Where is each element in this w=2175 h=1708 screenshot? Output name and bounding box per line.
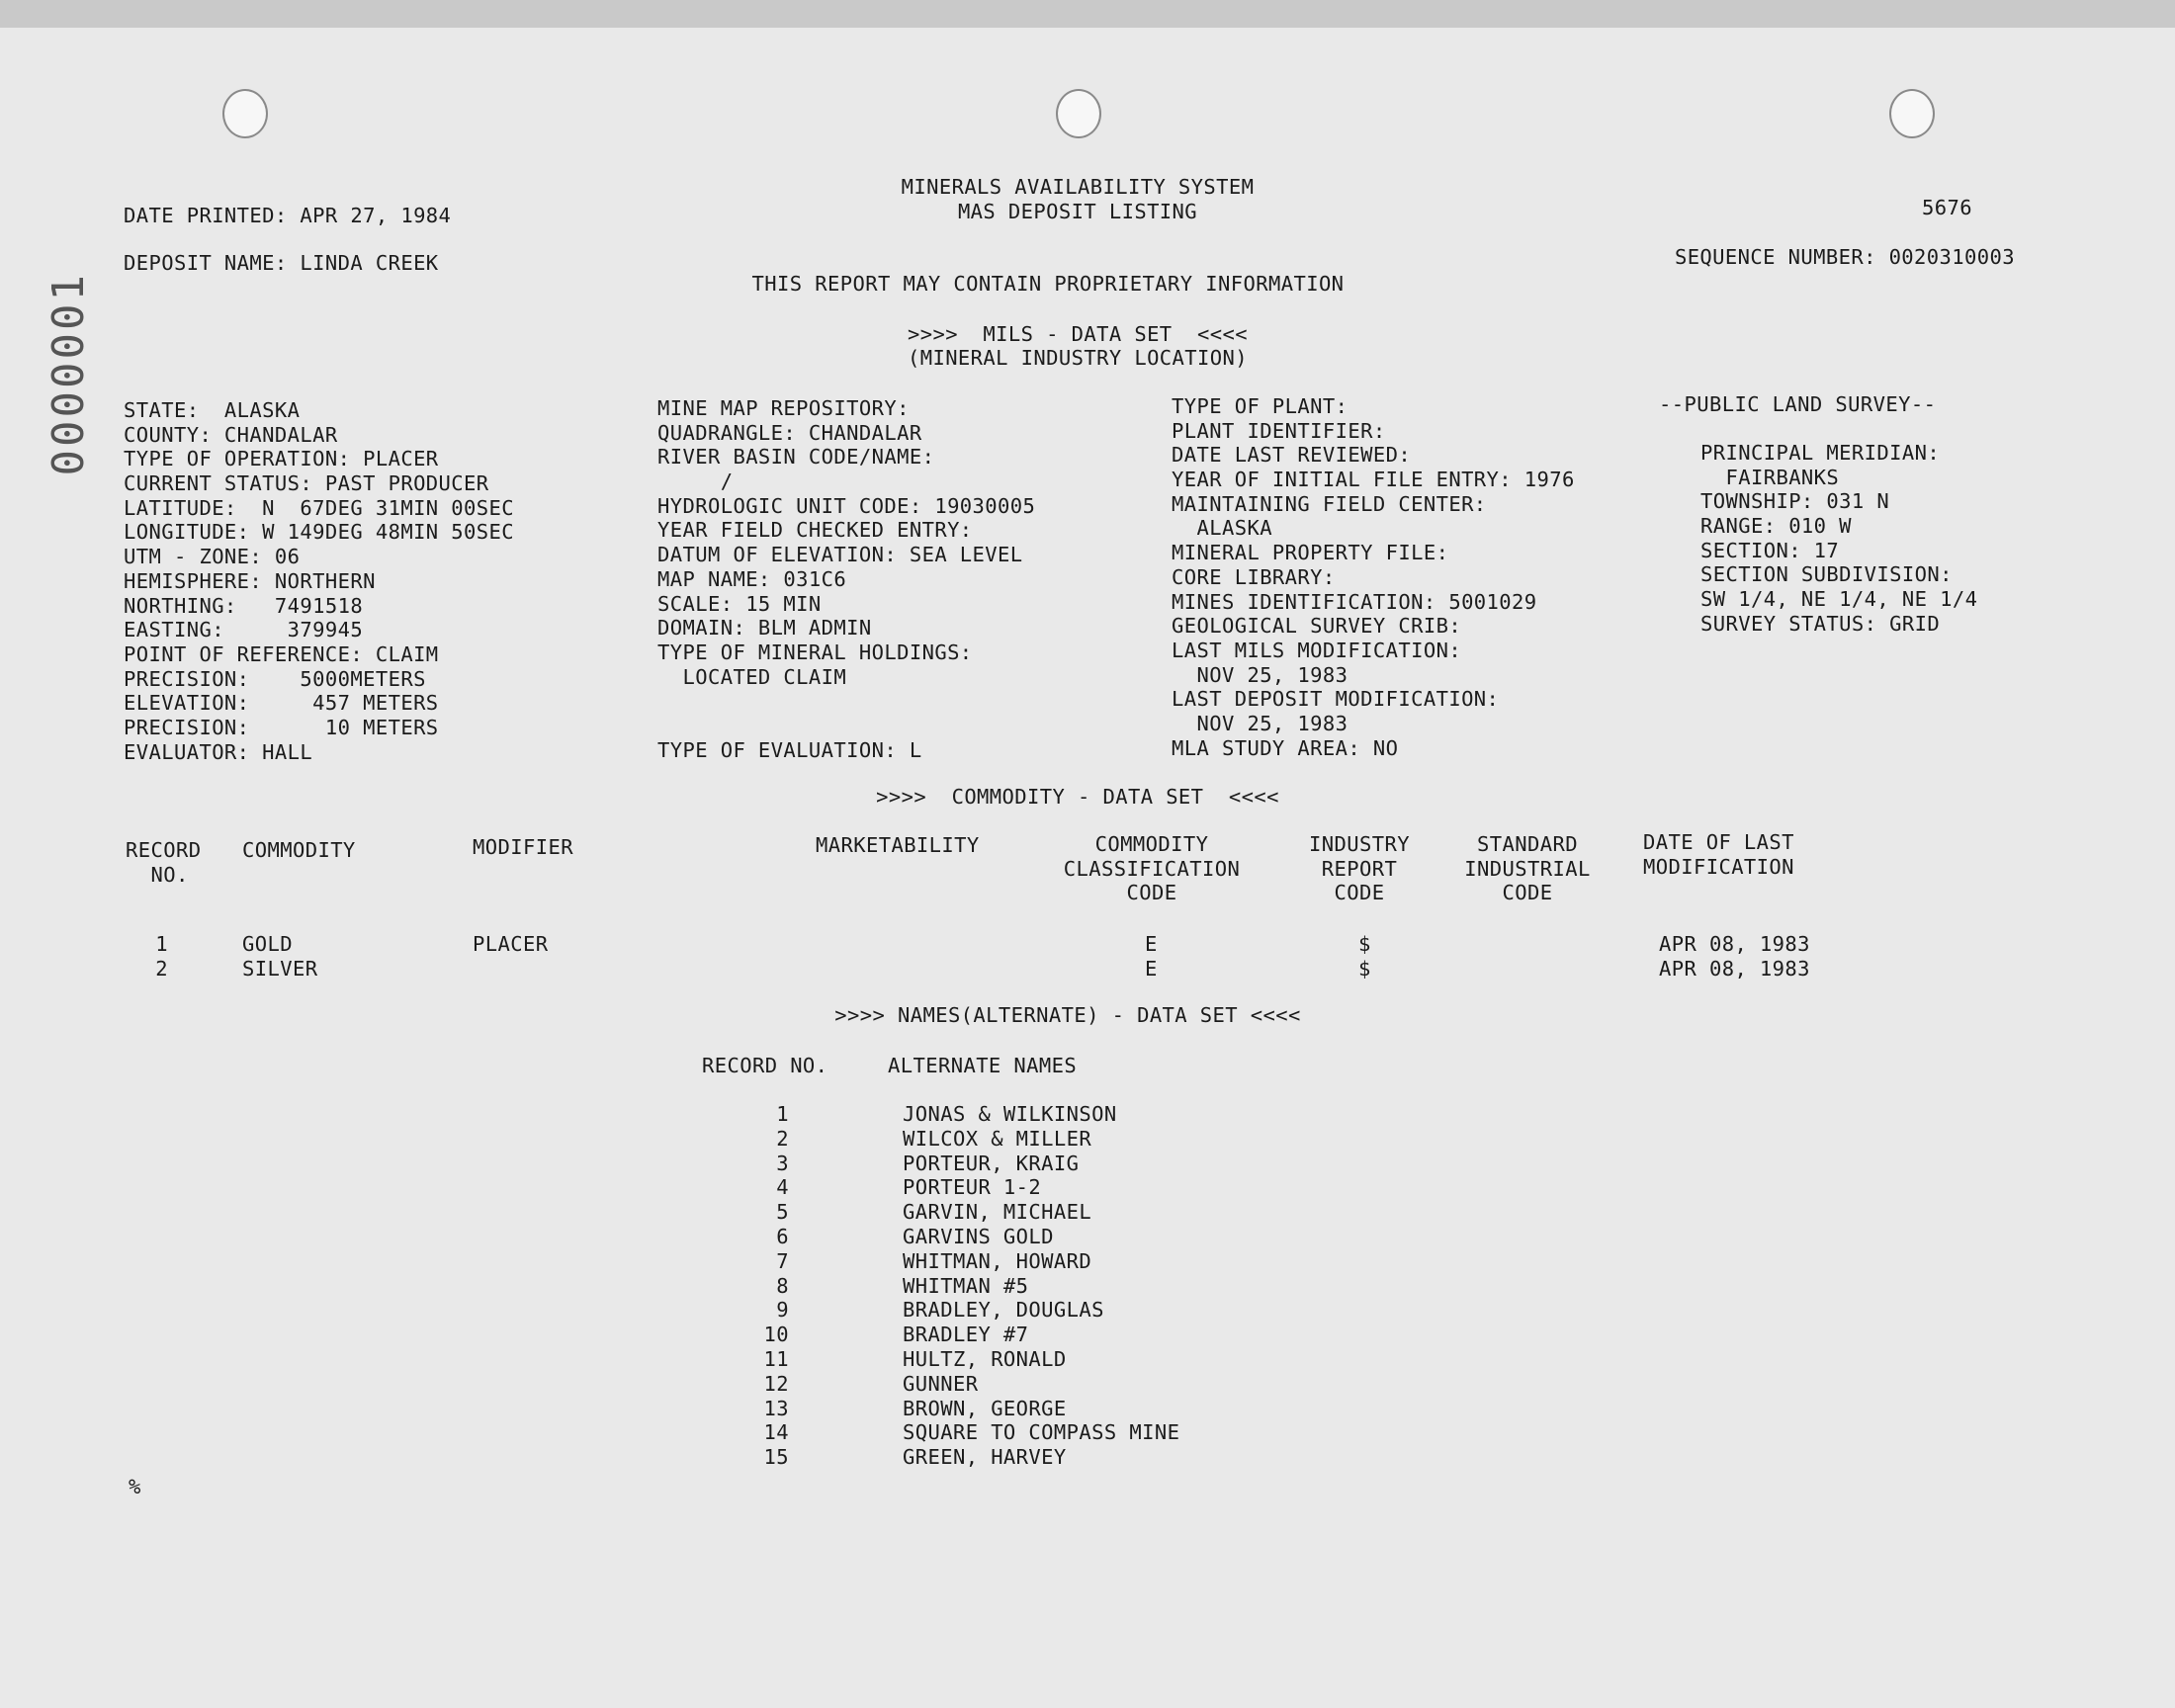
mils-field: COUNTY: CHANDALAR	[124, 422, 338, 447]
list-item	[0, 1102, 2175, 1127]
col-header-marketability: MARKETABILITY	[816, 833, 980, 857]
list-item	[0, 1249, 2175, 1274]
mils-subheading: (MINERAL INDUSTRY LOCATION)	[907, 346, 1249, 370]
list-item	[0, 1298, 2175, 1323]
alternate-record-no: 10	[763, 1323, 789, 1347]
list-item	[0, 1200, 2175, 1225]
alternate-record-no: 11	[763, 1346, 789, 1371]
record-no: 2	[155, 957, 168, 981]
mils-field: EASTING: 379945	[124, 618, 364, 642]
col-header-commodity: COMMODITY	[242, 838, 356, 862]
industry-report-code: $	[1358, 932, 1371, 956]
public-land-survey-title: --PUBLIC LAND SURVEY--	[1659, 392, 1937, 416]
mils-field: NOV 25, 1983	[1172, 711, 1348, 735]
list-item	[0, 1127, 2175, 1152]
industry-report-code: $	[1358, 957, 1371, 981]
list-item	[0, 1152, 2175, 1176]
alternate-name: PORTEUR 1-2	[903, 1175, 1042, 1200]
commodity-name: GOLD	[242, 932, 293, 956]
page-stamp: 0000001	[44, 272, 94, 476]
col-header-date: DATE OF LAST MODIFICATION	[1643, 830, 1794, 879]
mils-field: EVALUATOR: HALL	[124, 739, 313, 764]
system-title: MINERALS AVAILABILITY SYSTEM	[901, 175, 1255, 199]
mils-field: MAINTAINING FIELD CENTER:	[1172, 491, 1487, 516]
commodity-heading: >>>> COMMODITY - DATA SET <<<<	[876, 785, 1279, 809]
list-item	[0, 1372, 2175, 1397]
alternate-name: SQUARE TO COMPASS MINE	[903, 1420, 1180, 1445]
mils-column-map	[657, 396, 1035, 762]
alternate-record-no: 14	[763, 1420, 789, 1445]
page-number: 5676	[1922, 196, 1972, 219]
alternate-name: WILCOX & MILLER	[903, 1126, 1092, 1151]
names-col-record: RECORD NO.	[702, 1054, 828, 1077]
alternate-record-no: 7	[776, 1248, 789, 1273]
alternate-name: PORTEUR, KRAIG	[903, 1151, 1080, 1175]
commodity-name: SILVER	[242, 957, 318, 981]
alternate-record-no: 4	[776, 1175, 789, 1200]
mils-field: PRINCIPAL MERIDIAN:	[1700, 441, 1941, 465]
sequence-number: SEQUENCE NUMBER: 0020310003	[1674, 245, 2015, 269]
alternate-name: BRADLEY, DOUGLAS	[903, 1298, 1104, 1323]
mils-field: MINES IDENTIFICATION: 5001029	[1172, 589, 1537, 614]
record-no: 1	[155, 932, 168, 956]
col-header-modifier: MODIFIER	[473, 835, 573, 859]
commodity-table	[0, 932, 2175, 982]
mils-field: DATUM OF ELEVATION: SEA LEVEL	[657, 543, 1023, 567]
punch-hole-right	[1889, 89, 1935, 138]
table-row	[0, 932, 2175, 957]
mils-field: POINT OF REFERENCE: CLAIM	[124, 641, 439, 666]
mils-field: TYPE OF PLANT:	[1172, 394, 1348, 418]
alternate-record-no: 2	[776, 1126, 789, 1151]
alternate-record-no: 3	[776, 1151, 789, 1175]
mils-field: TYPE OF EVALUATION: L	[657, 737, 922, 762]
classification-code: E	[1145, 957, 1158, 981]
mils-field: RANGE: 010 W	[1700, 514, 1852, 539]
mils-field: DATE LAST REVIEWED:	[1172, 443, 1412, 468]
alternate-name: HULTZ, RONALD	[903, 1346, 1067, 1371]
mils-field: PRECISION: 10 METERS	[124, 715, 439, 739]
commodity-modifier: PLACER	[473, 932, 549, 956]
alternate-name: JONAS & WILKINSON	[903, 1102, 1117, 1126]
alternate-record-no: 1	[776, 1102, 789, 1126]
mils-field: SCALE: 15 MIN	[657, 591, 822, 616]
mils-field: LAST DEPOSIT MODIFICATION:	[1172, 687, 1500, 712]
mils-field: CURRENT STATUS: PAST PRODUCER	[124, 471, 489, 496]
footer-mark: %	[129, 1475, 141, 1498]
mils-column-location	[124, 398, 514, 764]
col-header-standard: STANDARD INDUSTRIAL CODE	[1464, 832, 1591, 905]
mils-field: FAIRBANKS	[1700, 465, 1840, 489]
proprietary-notice: THIS REPORT MAY CONTAIN PROPRIETARY INFORMATION	[751, 272, 1345, 296]
alternate-record-no: 9	[776, 1298, 789, 1323]
listing-title: MAS DEPOSIT LISTING	[957, 200, 1198, 223]
list-item	[0, 1274, 2175, 1299]
mils-field: SW 1/4, NE 1/4, NE 1/4	[1700, 587, 1978, 612]
alternate-name: GARVIN, MICHAEL	[903, 1200, 1092, 1225]
mils-field: MAP NAME: 031C6	[657, 566, 847, 591]
alternate-name: GARVINS GOLD	[903, 1224, 1054, 1248]
names-table	[0, 1102, 2175, 1470]
list-item	[0, 1347, 2175, 1372]
mils-field: LAST MILS MODIFICATION:	[1172, 638, 1462, 662]
col-header-industry: INDUSTRY REPORT CODE	[1309, 832, 1410, 905]
mils-field: TYPE OF MINERAL HOLDINGS:	[657, 640, 973, 664]
names-col-names: ALTERNATE NAMES	[888, 1054, 1078, 1077]
mils-field: HEMISPHERE: NORTHERN	[124, 568, 376, 593]
mils-field: RIVER BASIN CODE/NAME:	[657, 445, 935, 470]
alternate-name: GUNNER	[903, 1371, 979, 1396]
modification-date: APR 08, 1983	[1659, 932, 1810, 956]
mils-field: LONGITUDE: W 149DEG 48MIN 50SEC	[124, 520, 515, 545]
list-item	[0, 1175, 2175, 1200]
mils-field: CORE LIBRARY:	[1172, 564, 1336, 589]
list-item	[0, 1323, 2175, 1347]
mils-field: NORTHING: 7491518	[124, 593, 364, 618]
mils-field: HYDROLOGIC UNIT CODE: 19030005	[657, 493, 1036, 518]
mils-field: MINE MAP REPOSITORY:	[657, 396, 910, 420]
list-item	[0, 1420, 2175, 1445]
alternate-name: WHITMAN #5	[903, 1273, 1029, 1298]
mils-field: SECTION: 17	[1700, 538, 1840, 562]
punch-hole-left	[222, 89, 268, 138]
classification-code: E	[1145, 932, 1158, 956]
mils-field: DOMAIN: BLM ADMIN	[657, 616, 872, 640]
mils-field: QUADRANGLE: CHANDALAR	[657, 420, 922, 445]
mils-field: ELEVATION: 457 METERS	[124, 691, 439, 716]
alternate-record-no: 15	[763, 1445, 789, 1470]
mils-field: MLA STUDY AREA: NO	[1172, 735, 1399, 760]
col-header-classification: COMMODITY CLASSIFICATION CODE	[1063, 832, 1241, 905]
table-row	[0, 957, 2175, 982]
mils-field: SURVEY STATUS: GRID	[1700, 611, 1941, 636]
mils-field: YEAR OF INITIAL FILE ENTRY: 1976	[1172, 468, 1575, 492]
mils-field: LATITUDE: N 67DEG 31MIN 00SEC	[124, 495, 515, 520]
alternate-name: GREEN, HARVEY	[903, 1445, 1067, 1470]
list-item	[0, 1225, 2175, 1249]
mils-field: LOCATED CLAIM	[657, 664, 847, 689]
alternate-record-no: 6	[776, 1224, 789, 1248]
col-header-record: RECORD NO.	[126, 838, 202, 887]
mils-field: UTM - ZONE: 06	[124, 545, 301, 569]
alternate-record-no: 5	[776, 1200, 789, 1225]
mils-field: ALASKA	[1172, 516, 1272, 541]
alternate-record-no: 13	[763, 1396, 789, 1420]
alternate-name: BROWN, GEORGE	[903, 1396, 1067, 1420]
mils-field: SECTION SUBDIVISION:	[1700, 562, 1953, 587]
mils-field: NOV 25, 1983	[1172, 662, 1348, 687]
mils-field: TYPE OF OPERATION: PLACER	[124, 447, 439, 471]
mils-field: STATE: ALASKA	[124, 398, 301, 422]
alternate-name: BRADLEY #7	[903, 1323, 1029, 1347]
list-item	[0, 1397, 2175, 1421]
deposit-name: DEPOSIT NAME: LINDA CREEK	[124, 251, 439, 275]
alternate-record-no: 12	[763, 1371, 789, 1396]
mils-field: /	[657, 470, 734, 494]
punch-hole-center	[1056, 89, 1101, 138]
mils-field	[657, 689, 1035, 714]
mils-field: PLANT IDENTIFIER:	[1172, 418, 1386, 443]
alternate-record-no: 8	[776, 1273, 789, 1298]
modification-date: APR 08, 1983	[1659, 957, 1810, 981]
mils-field: YEAR FIELD CHECKED ENTRY:	[657, 518, 973, 543]
names-heading: >>>> NAMES(ALTERNATE) - DATA SET <<<<	[834, 1003, 1301, 1027]
mils-field: GEOLOGICAL SURVEY CRIB:	[1172, 614, 1462, 639]
mils-column-plant	[1172, 394, 1575, 760]
mils-field: TOWNSHIP: 031 N	[1700, 489, 1890, 514]
mils-field: MINERAL PROPERTY FILE:	[1172, 541, 1449, 565]
mils-heading: >>>> MILS - DATA SET <<<<	[907, 322, 1249, 346]
mils-column-land-survey	[1700, 441, 1977, 637]
mils-field	[657, 714, 1035, 738]
alternate-name: WHITMAN, HOWARD	[903, 1248, 1092, 1273]
mils-field: PRECISION: 5000METERS	[124, 666, 426, 691]
date-printed: DATE PRINTED: APR 27, 1984	[124, 204, 452, 227]
list-item	[0, 1445, 2175, 1470]
